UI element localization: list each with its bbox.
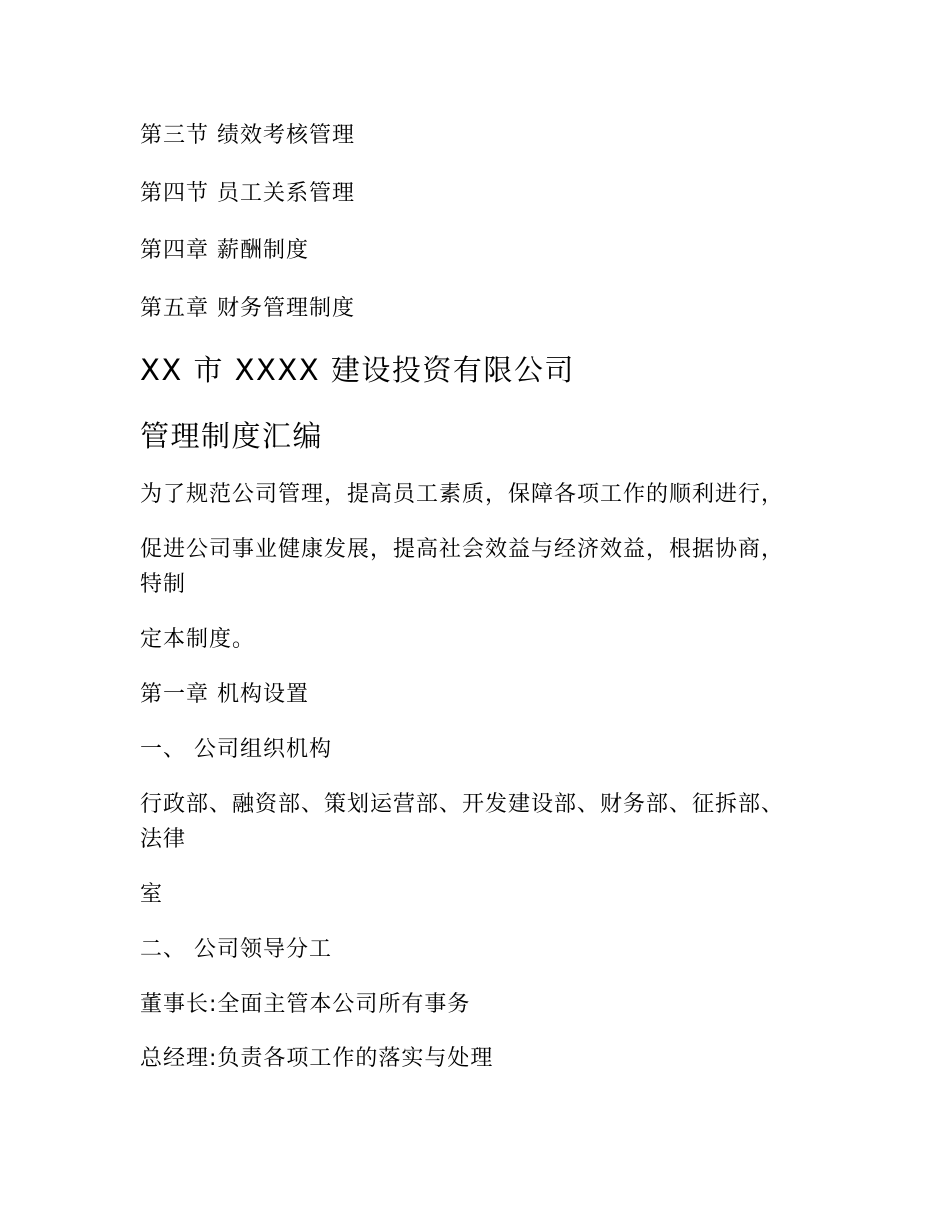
intro-line-1: 为了规范公司管理，提高员工素质，保障各项工作的顺利进行， <box>140 482 785 507</box>
toc-chapter-5: 第五章 财务管理制度 <box>140 296 355 321</box>
general-manager-duty: 总经理:负责各项工作的落实与处理 <box>140 1046 494 1071</box>
departments-line-2: 法律 <box>140 827 187 852</box>
section-1-heading: 一、 公司组织机构 <box>140 737 332 762</box>
company-title: XX 市 XXXX 建设投资有限公司 <box>140 353 575 387</box>
intro-line-3: 特制 <box>140 572 187 597</box>
chapter-1-heading: 第一章 机构设置 <box>140 682 309 707</box>
toc-section-3-4: 第四节 员工关系管理 <box>140 181 355 206</box>
departments-line-3: 室 <box>140 882 164 907</box>
departments-line-1: 行政部、融资部、策划运营部、开发建设部、财务部、征拆部、 <box>140 792 785 817</box>
toc-chapter-4: 第四章 薪酬制度 <box>140 238 309 263</box>
chairman-duty: 董事长:全面主管本公司所有事务 <box>140 992 471 1017</box>
intro-line-4: 定本制度。 <box>140 627 256 652</box>
document-title: 管理制度汇编 <box>140 419 324 453</box>
section-2-heading: 二、 公司领导分工 <box>140 937 332 962</box>
toc-section-3-3: 第三节 绩效考核管理 <box>140 123 355 148</box>
intro-line-2: 促进公司事业健康发展，提高社会效益与经济效益，根据协商， <box>140 537 785 562</box>
